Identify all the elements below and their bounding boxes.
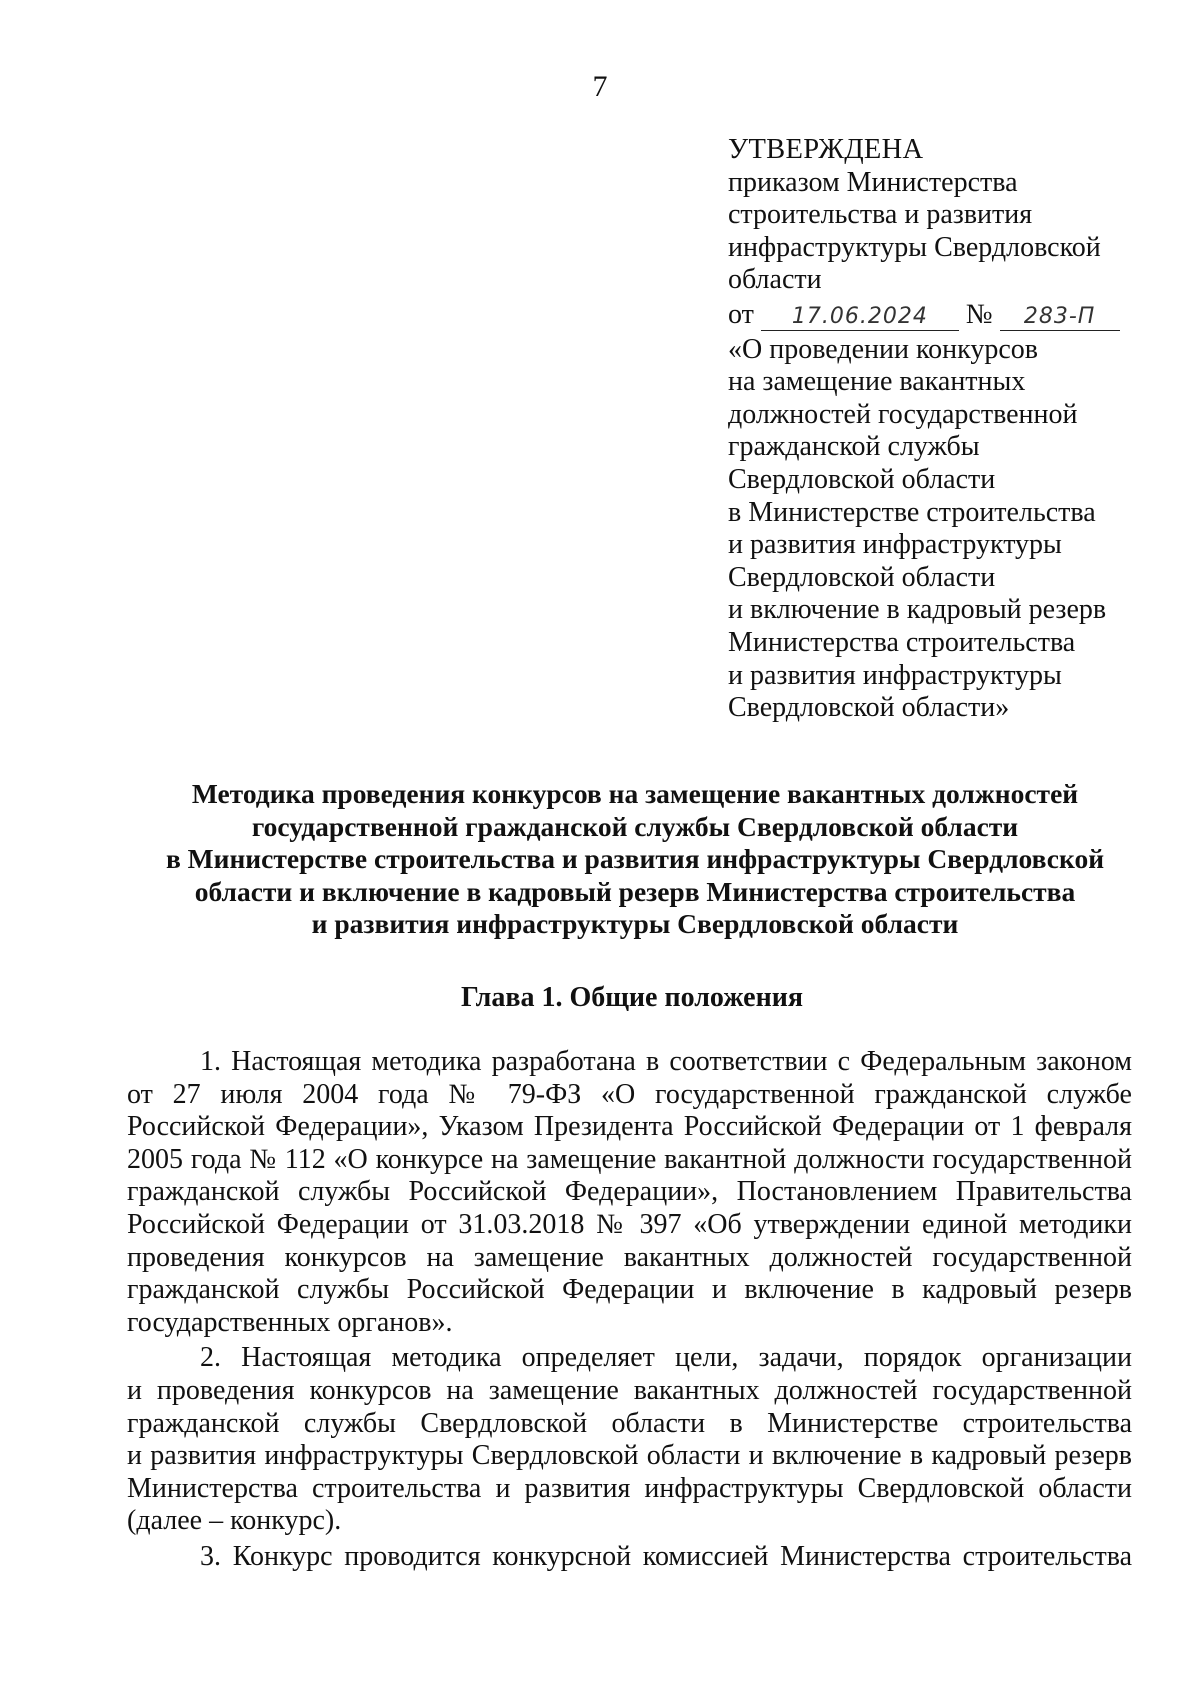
approval-line: и развития инфраструктуры xyxy=(728,659,1062,691)
paragraph-line: и проведения конкурсов на замещение вакантных должностей государственной xyxy=(127,1374,1132,1406)
approval-line: должностей государственной xyxy=(728,398,1078,430)
paragraph-line: и развития инфраструктуры Свердловской области и включение в кадровый резерв xyxy=(127,1440,1132,1472)
approval-stamp: УТВЕРЖДЕНА xyxy=(728,134,924,165)
title-line: области и включение в кадровый резерв Министерства строительства xyxy=(194,875,1076,907)
paragraph-line: 3. Конкурс проводится конкурсной комиссией Министерства строительства xyxy=(200,1540,1132,1572)
title-line: в Министерстве строительства и развития инфраструктуры Свердловской xyxy=(165,843,1105,874)
approval-line: Свердловской области xyxy=(728,561,996,593)
paragraph-line: гражданской службы Российской Федерации», Постановлением Правительства xyxy=(127,1176,1132,1208)
paragraph-line: проведения конкурсов на замещение вакантных должностей государственной xyxy=(127,1241,1132,1273)
paragraph-line: государственных органов». xyxy=(127,1306,453,1338)
chapter-heading: Глава 1. Общие положения xyxy=(460,982,803,1013)
number-sign: № xyxy=(965,298,993,330)
approval-line: «О проведении конкурсов xyxy=(728,333,1038,365)
title-line: и развития инфраструктуры Свердловской области xyxy=(311,908,959,939)
approval-line: и развития инфраструктуры xyxy=(728,529,1062,561)
approval-line: строительства и развития xyxy=(728,199,1033,231)
paragraph-line: 2005 года № 112 «О конкурсе на замещение вакантной должности государственной xyxy=(127,1143,1132,1175)
approval-line: гражданской службы xyxy=(728,431,980,463)
title-line: Методика проведения конкурсов на замещение вакантных должностей xyxy=(191,778,1079,809)
paragraph-line: гражданской службы Российской Федерации и включение в кадровый резерв xyxy=(127,1274,1132,1306)
approval-line: области xyxy=(728,264,822,296)
paragraph-line: Министерства строительства и развития инфраструктуры Свердловской области xyxy=(127,1472,1132,1504)
approval-line: Министерства строительства xyxy=(728,626,1076,658)
page-number: 7 xyxy=(592,70,608,103)
title-line: государственной гражданской службы Свердловской области xyxy=(251,810,1019,842)
paragraph-line: Российской Федерации», Указом Президента Российской Федерации от 1 февраля xyxy=(127,1111,1132,1143)
body-text xyxy=(127,1046,1132,1574)
approval-line: Свердловской области» xyxy=(728,692,1010,724)
approval-line: и включение в кадровый резерв xyxy=(728,594,1107,626)
paragraph-line: гражданской службы Свердловской области в Министерстве строительства xyxy=(127,1407,1132,1439)
approval-line: на замещение вакантных xyxy=(728,366,1026,398)
paragraph-line: Российской Федерации от 31.03.2018 № 397 «Об утверждении единой методики xyxy=(127,1208,1132,1240)
approval-date-line xyxy=(728,299,1168,332)
paragraph-line: 1. Настоящая методика разработана в соответствии с Федеральным законом xyxy=(200,1046,1132,1077)
date-prefix: от xyxy=(728,298,754,330)
paragraph-line: 2. Настоящая методика определяет цели, задачи, порядок организации xyxy=(200,1342,1132,1374)
approval-line: Свердловской области xyxy=(728,463,996,495)
document-title xyxy=(90,778,1180,941)
paragraph-line: (далее – конкурс). xyxy=(127,1505,342,1537)
handwritten-order-number: 283-П xyxy=(1000,304,1120,331)
approval-line: приказом Министерства xyxy=(728,166,1018,198)
approval-block xyxy=(728,134,1168,725)
approval-line: в Министерстве строительства xyxy=(728,496,1096,528)
handwritten-date: 17.06.2024 xyxy=(761,304,959,331)
paragraph-line: от 27 июля 2004 года № 79-ФЗ «О государственной гражданской службе xyxy=(127,1078,1132,1110)
approval-line: инфраструктуры Свердловской xyxy=(728,231,1101,263)
